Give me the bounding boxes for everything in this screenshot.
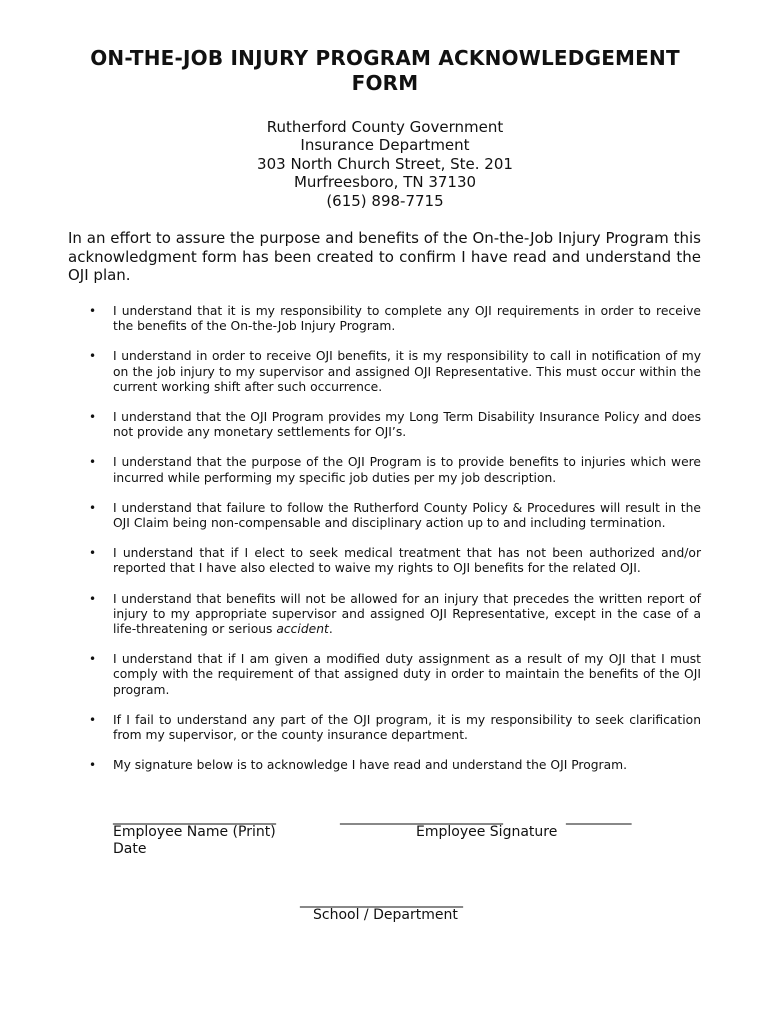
list-item-text: I understand that failure to follow the Rutherford County Policy & Procedures will result in the OJI Claim being non-compensable and disciplinary action up to and including termination.: [113, 500, 701, 531]
address-block: [60, 118, 710, 210]
list-item-text: I understand that the purpose of the OJI Program is to provide benefits to injuries which were incurred while performing my specific job duties per my job description.: [113, 455, 701, 485]
list-item-text: I understand in order to receive OJI benefits, it is my responsibility to call in notification of my on the job injury to my supervisor and assigned OJI Representative. This must occur within the current working shift after such occurrence.: [113, 349, 701, 394]
bullet-icon: •: [89, 591, 97, 606]
bullet-icon: •: [89, 455, 97, 470]
city-state-zip: Murfreesboro, TN 37130: [293, 173, 477, 192]
date-label: Date: [113, 841, 147, 857]
employee-signature-line: _________________________: [340, 809, 503, 825]
list-item-text: I understand that it is my responsibility to complete any OJI requirements in order to receive the benefits of the On-the-Job Injury Program.: [113, 304, 701, 334]
italic-word: accident: [276, 622, 329, 637]
list-item: [0, 592, 701, 638]
list-item: [0, 349, 701, 395]
street-address: 303 North Church Street, Ste. 201: [257, 154, 513, 173]
list-item-text: If I fail to understand any part of the OJI program, it is my responsibility to seek clarification from my supervisor, or the county insurance department.: [113, 712, 701, 743]
organization-name: Rutherford County Government: [266, 118, 504, 136]
list-item: [0, 304, 701, 334]
date-line: __________: [566, 809, 631, 825]
bullet-icon: •: [89, 758, 97, 773]
list-item-text: I understand that benefits will not be allowed for an injury that precedes the written report of injury to my appropriate supervisor and assigned OJI Representative, except in the case of a life-threatening or serious: [113, 591, 701, 637]
list-item-text: I understand that the OJI Program provides my Long Term Disability Insurance Policy and does not provide any monetary settlements for OJI’s.: [113, 410, 701, 440]
acknowledgement-list: [0, 304, 770, 788]
list-item: [0, 758, 701, 773]
school-department-label: School / Department: [313, 907, 458, 923]
employee-name-line: _________________________: [113, 809, 276, 825]
list-item: [0, 410, 701, 440]
department-name: Insurance Department: [300, 136, 470, 155]
phone-number: (615) 898-7715: [326, 191, 444, 210]
list-item: [0, 455, 701, 485]
bullet-icon: •: [89, 304, 97, 318]
bullet-icon: •: [89, 652, 97, 667]
list-item: [0, 546, 701, 576]
list-item: [0, 501, 701, 531]
list-item-text: I understand that if I elect to seek medical treatment that has not been authorized and/or reported that I have also elected to waive my rights to OJI benefits for the related OJI.: [113, 546, 701, 576]
list-item: [0, 713, 701, 743]
school-department-line: _________________________: [300, 892, 463, 908]
period: .: [328, 622, 333, 637]
bullet-icon: •: [89, 500, 97, 515]
bullet-icon: •: [89, 546, 97, 561]
employee-name-label: Employee Name (Print): [113, 824, 276, 840]
bullet-icon: •: [89, 349, 97, 364]
list-item: [0, 652, 701, 698]
list-item-text: My signature below is to acknowledge I have read and understand the OJI Program.: [113, 758, 628, 773]
employee-signature-label: Employee Signature: [416, 824, 558, 840]
list-item-text: I understand that if I am given a modified duty assignment as a result of my OJI that I must comply with the requirement of that assigned duty in order to maintain the benefits of the OJI program.: [113, 652, 701, 697]
bullet-icon: •: [89, 712, 97, 727]
form-title: ON-THE-JOB INJURY PROGRAM ACKNOWLEDGEMENT FORM: [90, 46, 680, 95]
intro-paragraph: In an effort to assure the purpose and benefits of the On-the-Job Injury Program this acknowledgment form has been created to confirm I have read and understand the OJI plan.: [68, 229, 701, 284]
bullet-icon: •: [89, 410, 97, 425]
